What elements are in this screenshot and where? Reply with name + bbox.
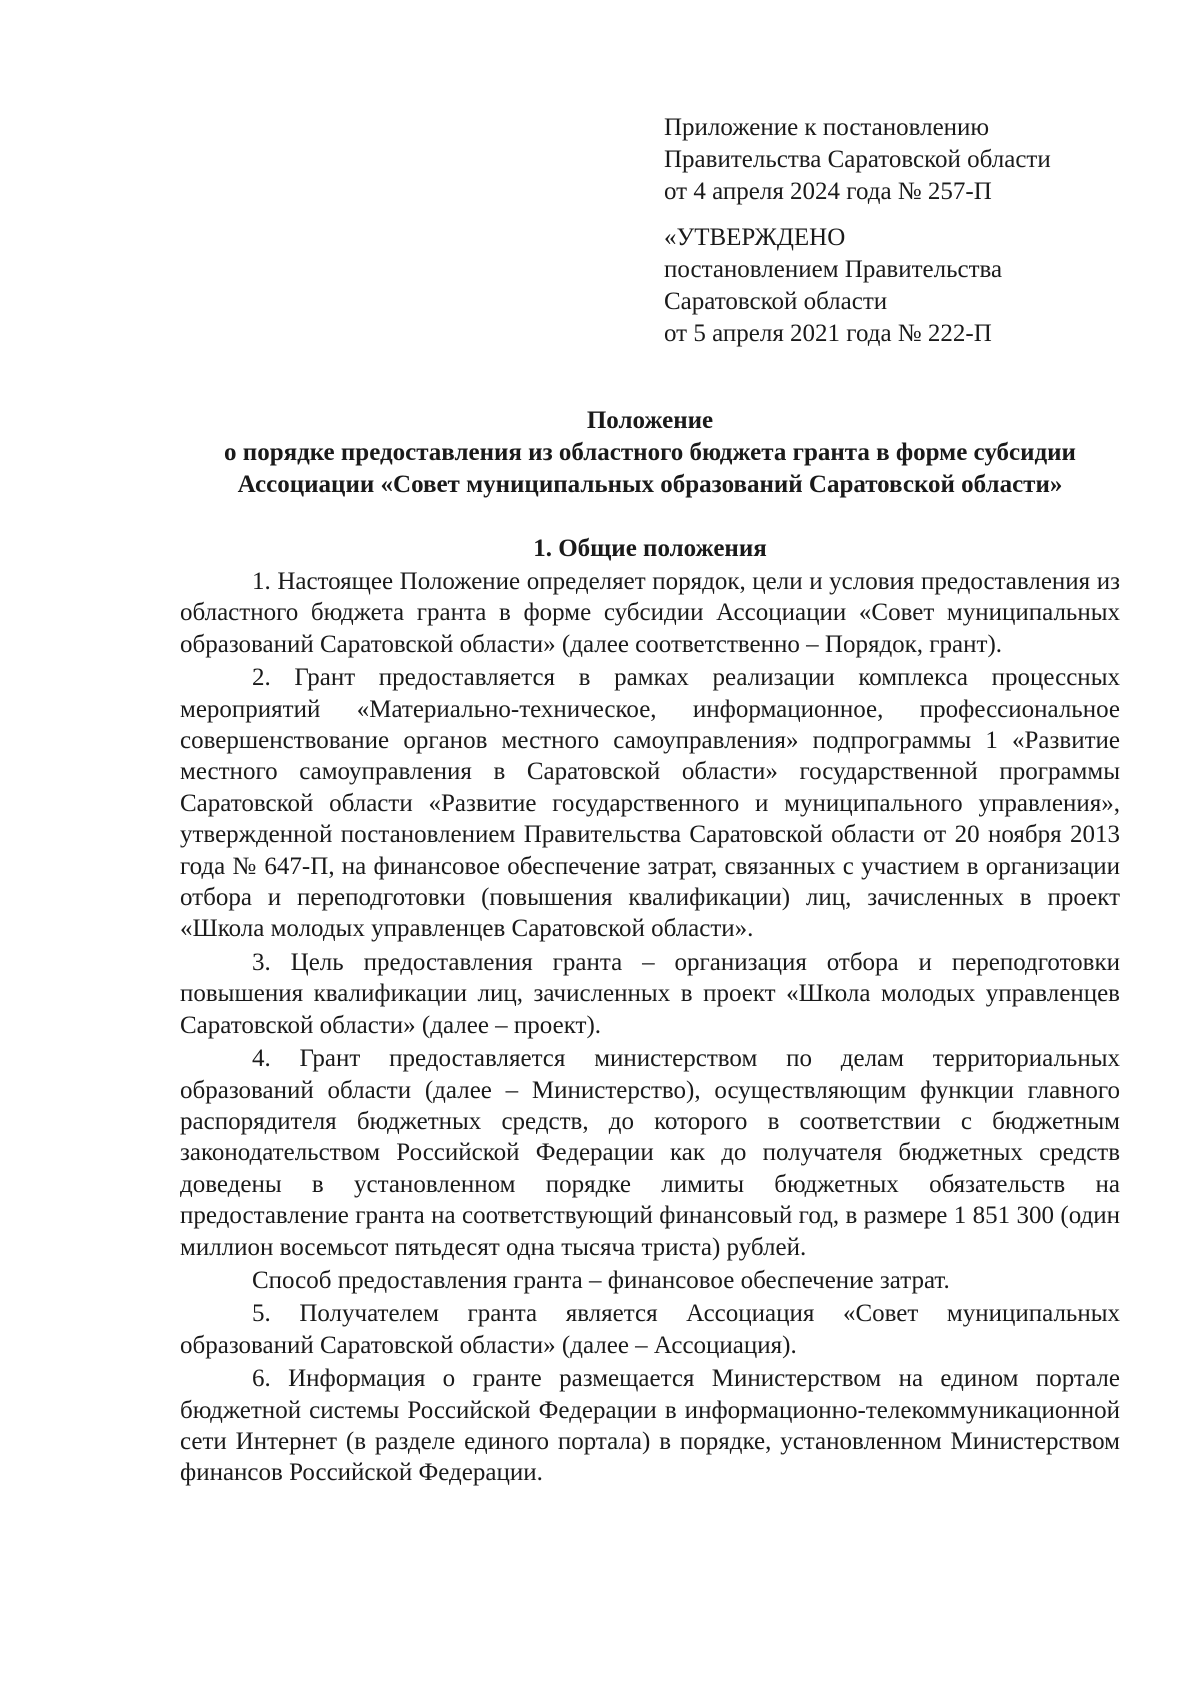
title-line: Ассоциации «Совет муниципальных образований Саратовской области» <box>237 471 1063 498</box>
paragraph: Способ предоставления гранта – финансовое обеспечение затрат. <box>252 1266 950 1294</box>
section-heading: 1. Общие положения <box>533 535 767 562</box>
paragraph: 2. Грант предоставляется в рамках реализации комплекса процессных мероприятий «Материально-техническое, информационное, профессиональное совершенствование органов местного самоуправления» подпрограммы 1 «Развитие местного самоуправления в Саратовской области» государственной программы Саратовской области «Развитие государственного и муниципального управления», утвержденной постановлением Правительства Саратовской области от 20 ноября 2013 года № 647-П, на финансовое обеспечение затрат, связанных с участием в организации отбора и переподготовки (повышения квалификации) лиц, зачисленных в проект «Школа молодых управленцев Саратовской области». <box>180 664 1120 943</box>
approved-line: Саратовской области <box>664 288 888 315</box>
title-line: о порядке предоставления из областного бюджета гранта в форме субсидии <box>224 439 1076 466</box>
appendix-line: Правительства Саратовской области <box>664 146 1051 173</box>
approved-line: «УТВЕРЖДЕНО <box>664 224 846 251</box>
paragraph: 5. Получателем гранта является Ассоциация «Совет муниципальных образований Саратовской области» (далее – Ассоциация). <box>180 1300 1120 1359</box>
paragraph: 4. Грант предоставляется министерством по делам территориальных образований области (далее – Министерство), осуществляющим функции главного распорядителя бюджетных средств, до которого в соответствии с бюджетным законодательством Российской Федерации как до получателя бюджетных средств доведены в установленном порядке лимиты бюджетных обязательств на предоставление гранта на соответствующий финансовый год, в размере 1 851 300 (один миллион восемьсот пятьдесят одна тысяча триста) рублей. <box>180 1045 1120 1261</box>
approved-line: от 5 апреля 2021 года № 222-П <box>664 320 992 347</box>
section-body <box>180 566 1120 1491</box>
approval-stamp-text <box>664 222 1164 350</box>
paragraph: 3. Цель предоставления гранта – организация отбора и переподготовки повышения квалификации лиц, зачисленных в проект «Школа молодых управленцев Саратовской области» (далее – проект). <box>180 948 1120 1039</box>
title-line: Положение <box>586 407 714 434</box>
appendix-line: от 4 апреля 2024 года № 257-П <box>664 178 992 205</box>
paragraph: 1. Настоящее Положение определяет порядок, цели и условия предоставления из областного бюджета гранта в форме субсидии Ассоциации «Совет муниципальных образований Саратовской области» (далее соответственно – Порядок, грант). <box>180 568 1120 658</box>
appendix-line: Приложение к постановлению <box>664 114 990 141</box>
approved-line: постановлением Правительства <box>664 256 1003 283</box>
appendix-reference <box>664 112 1164 208</box>
document-title <box>180 405 1120 501</box>
paragraph: 6. Информация о гранте размещается Министерством на едином портале бюджетной системы Российской Федерации в информационно-телекоммуникационной сети Интернет (в разделе единого портала) в порядке, установленном Министерством финансов Российской Федерации. <box>180 1365 1120 1487</box>
